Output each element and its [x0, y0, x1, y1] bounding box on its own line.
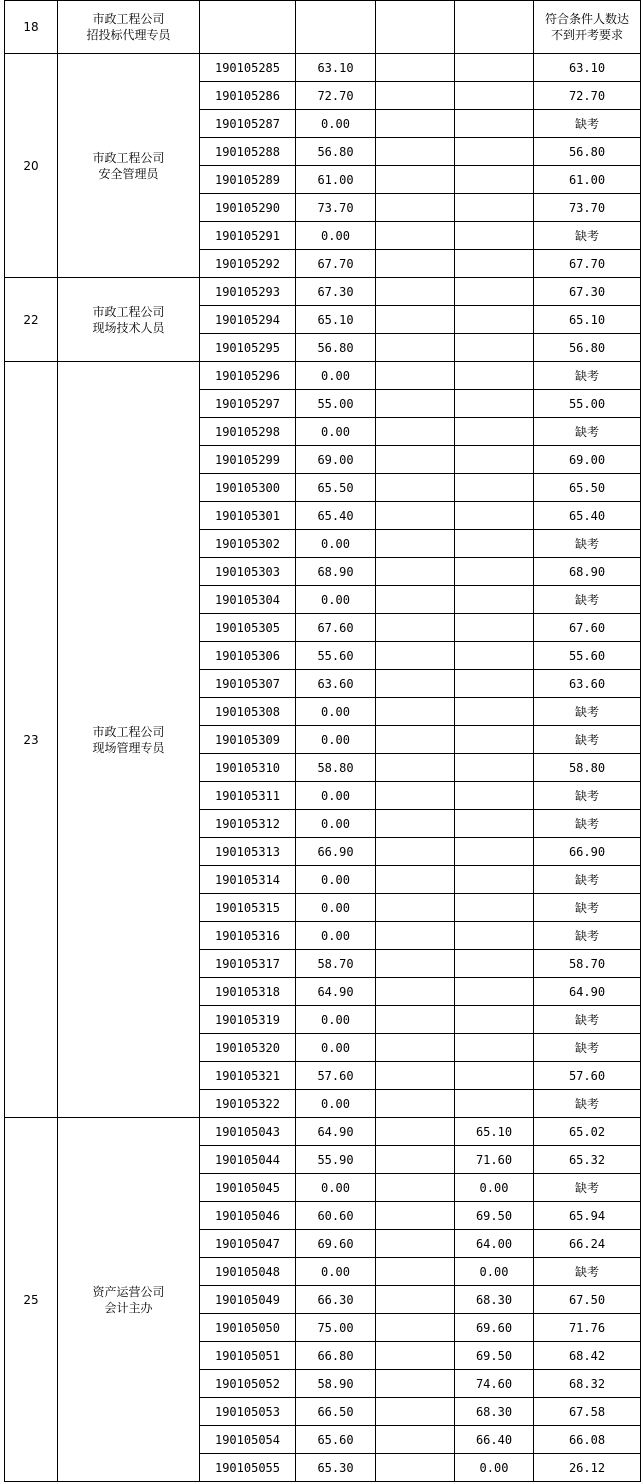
candidate-id-cell: 190105312	[200, 810, 296, 838]
total-score-cell: 73.70	[534, 194, 641, 222]
candidate-id-cell: 190105318	[200, 978, 296, 1006]
candidate-id-cell: 190105285	[200, 54, 296, 82]
candidate-id-cell: 190105299	[200, 446, 296, 474]
total-score-cell: 72.70	[534, 82, 641, 110]
written-score-cell: 67.60	[296, 614, 376, 642]
score-table	[4, 0, 641, 1482]
total-score-cell: 69.00	[534, 446, 641, 474]
interview-score-cell: 0.00	[455, 1454, 534, 1482]
written-score-cell: 64.90	[296, 978, 376, 1006]
total-score-cell: 56.80	[534, 334, 641, 362]
candidate-id-cell: 190105291	[200, 222, 296, 250]
written-score-cell: 55.60	[296, 642, 376, 670]
interview-score-cell	[455, 586, 534, 614]
candidate-id-cell: 190105302	[200, 530, 296, 558]
written-score-cell: 65.60	[296, 1426, 376, 1454]
written-score-cell: 55.90	[296, 1146, 376, 1174]
written-score-cell: 0.00	[296, 110, 376, 138]
candidate-id-cell: 190105048	[200, 1258, 296, 1286]
total-score-cell: 缺考	[534, 726, 641, 754]
written-score-cell: 0.00	[296, 1258, 376, 1286]
total-score-cell: 67.70	[534, 250, 641, 278]
total-score-cell: 68.32	[534, 1370, 641, 1398]
empty-cell	[455, 1, 534, 54]
extra-score-cell	[376, 278, 455, 306]
interview-score-cell	[455, 1006, 534, 1034]
written-score-cell: 0.00	[296, 922, 376, 950]
candidate-id-cell: 190105306	[200, 642, 296, 670]
candidate-id-cell: 190105288	[200, 138, 296, 166]
written-score-cell: 0.00	[296, 418, 376, 446]
extra-score-cell	[376, 922, 455, 950]
interview-score-cell	[455, 306, 534, 334]
interview-score-cell: 68.30	[455, 1398, 534, 1426]
extra-score-cell	[376, 334, 455, 362]
written-score-cell: 67.70	[296, 250, 376, 278]
written-score-cell: 67.30	[296, 278, 376, 306]
extra-score-cell	[376, 894, 455, 922]
candidate-id-cell: 190105317	[200, 950, 296, 978]
interview-score-cell	[455, 1062, 534, 1090]
position-line: 会计主办	[104, 1300, 153, 1315]
written-score-cell: 66.50	[296, 1398, 376, 1426]
extra-score-cell	[376, 1006, 455, 1034]
written-score-cell: 0.00	[296, 530, 376, 558]
interview-score-cell	[455, 1034, 534, 1062]
written-score-cell: 55.00	[296, 390, 376, 418]
extra-score-cell	[376, 1258, 455, 1286]
interview-score-cell	[455, 54, 534, 82]
extra-score-cell	[376, 1426, 455, 1454]
extra-score-cell	[376, 782, 455, 810]
extra-score-cell	[376, 1174, 455, 1202]
interview-score-cell	[455, 362, 534, 390]
interview-score-cell	[455, 782, 534, 810]
position-cell	[58, 54, 200, 278]
extra-score-cell	[376, 474, 455, 502]
written-score-cell: 0.00	[296, 866, 376, 894]
extra-score-cell	[376, 978, 455, 1006]
interview-score-cell: 66.40	[455, 1426, 534, 1454]
written-score-cell: 69.60	[296, 1230, 376, 1258]
candidate-id-cell: 190105308	[200, 698, 296, 726]
candidate-id-cell: 190105303	[200, 558, 296, 586]
candidate-id-cell: 190105295	[200, 334, 296, 362]
total-score-cell: 65.50	[534, 474, 641, 502]
interview-score-cell	[455, 474, 534, 502]
candidate-id-cell: 190105044	[200, 1146, 296, 1174]
interview-score-cell	[455, 138, 534, 166]
written-score-cell: 61.00	[296, 166, 376, 194]
written-score-cell: 75.00	[296, 1314, 376, 1342]
written-score-cell: 0.00	[296, 894, 376, 922]
candidate-id-cell: 190105319	[200, 1006, 296, 1034]
interview-score-cell	[455, 558, 534, 586]
interview-score-cell	[455, 530, 534, 558]
written-score-cell: 63.60	[296, 670, 376, 698]
written-score-cell: 58.70	[296, 950, 376, 978]
extra-score-cell	[376, 1398, 455, 1426]
candidate-id-cell: 190105043	[200, 1118, 296, 1146]
total-score-cell: 缺考	[534, 698, 641, 726]
written-score-cell: 73.70	[296, 194, 376, 222]
extra-score-cell	[376, 1370, 455, 1398]
position-line: 市政工程公司	[92, 150, 165, 165]
extra-score-cell	[376, 586, 455, 614]
candidate-id-cell: 190105046	[200, 1202, 296, 1230]
interview-score-cell: 64.00	[455, 1230, 534, 1258]
candidate-id-cell: 190105313	[200, 838, 296, 866]
interview-score-cell	[455, 838, 534, 866]
position-cell	[58, 1, 200, 54]
extra-score-cell	[376, 1230, 455, 1258]
total-score-cell: 缺考	[534, 894, 641, 922]
interview-score-cell	[455, 82, 534, 110]
position-line: 市政工程公司	[92, 304, 165, 319]
extra-score-cell	[376, 698, 455, 726]
total-score-cell: 58.80	[534, 754, 641, 782]
position-line: 安全管理员	[98, 166, 159, 181]
interview-score-cell: 71.60	[455, 1146, 534, 1174]
extra-score-cell	[376, 1286, 455, 1314]
candidate-id-cell: 190105316	[200, 922, 296, 950]
total-score-cell: 67.58	[534, 1398, 641, 1426]
extra-score-cell	[376, 558, 455, 586]
position-line: 资产运营公司	[92, 1284, 165, 1299]
interview-score-cell: 0.00	[455, 1174, 534, 1202]
interview-score-cell	[455, 810, 534, 838]
candidate-id-cell: 190105301	[200, 502, 296, 530]
extra-score-cell	[376, 1118, 455, 1146]
written-score-cell: 0.00	[296, 726, 376, 754]
total-score-cell: 缺考	[534, 810, 641, 838]
total-score-cell: 缺考	[534, 1090, 641, 1118]
candidate-id-cell: 190105300	[200, 474, 296, 502]
extra-score-cell	[376, 614, 455, 642]
seq-cell: 22	[5, 278, 58, 362]
written-score-cell: 66.30	[296, 1286, 376, 1314]
interview-score-cell	[455, 446, 534, 474]
written-score-cell: 0.00	[296, 810, 376, 838]
interview-score-cell	[455, 754, 534, 782]
total-score-cell: 66.90	[534, 838, 641, 866]
written-score-cell: 0.00	[296, 1006, 376, 1034]
candidate-id-cell: 190105049	[200, 1286, 296, 1314]
candidate-id-cell: 190105047	[200, 1230, 296, 1258]
extra-score-cell	[376, 642, 455, 670]
extra-score-cell	[376, 866, 455, 894]
written-score-cell: 63.10	[296, 54, 376, 82]
total-score-cell: 63.60	[534, 670, 641, 698]
written-score-cell: 65.40	[296, 502, 376, 530]
extra-score-cell	[376, 418, 455, 446]
extra-score-cell	[376, 754, 455, 782]
extra-score-cell	[376, 1062, 455, 1090]
note-line: 不到开考要求	[550, 28, 623, 42]
written-score-cell: 57.60	[296, 1062, 376, 1090]
candidate-id-cell: 190105305	[200, 614, 296, 642]
candidate-id-cell: 190105321	[200, 1062, 296, 1090]
written-score-cell: 58.90	[296, 1370, 376, 1398]
table-row	[5, 278, 641, 306]
candidate-id-cell: 190105297	[200, 390, 296, 418]
seq-cell: 20	[5, 54, 58, 278]
candidate-id-cell: 190105054	[200, 1426, 296, 1454]
candidate-id-cell: 190105311	[200, 782, 296, 810]
extra-score-cell	[376, 54, 455, 82]
position-line: 现场技术人员	[92, 320, 165, 335]
candidate-id-cell: 190105320	[200, 1034, 296, 1062]
total-score-cell: 缺考	[534, 586, 641, 614]
candidate-id-cell: 190105053	[200, 1398, 296, 1426]
extra-score-cell	[376, 110, 455, 138]
interview-score-cell	[455, 194, 534, 222]
interview-score-cell: 0.00	[455, 1258, 534, 1286]
empty-cell	[376, 1, 455, 54]
note-cell	[534, 1, 641, 54]
interview-score-cell	[455, 614, 534, 642]
interview-score-cell	[455, 922, 534, 950]
candidate-id-cell: 190105307	[200, 670, 296, 698]
extra-score-cell	[376, 950, 455, 978]
extra-score-cell	[376, 502, 455, 530]
seq-cell: 23	[5, 362, 58, 1118]
total-score-cell: 缺考	[534, 1258, 641, 1286]
candidate-id-cell: 190105304	[200, 586, 296, 614]
extra-score-cell	[376, 670, 455, 698]
interview-score-cell	[455, 698, 534, 726]
candidate-id-cell: 190105051	[200, 1342, 296, 1370]
written-score-cell: 68.90	[296, 558, 376, 586]
interview-score-cell	[455, 502, 534, 530]
interview-score-cell	[455, 278, 534, 306]
interview-score-cell	[455, 418, 534, 446]
written-score-cell: 64.90	[296, 1118, 376, 1146]
total-score-cell: 64.90	[534, 978, 641, 1006]
total-score-cell: 63.10	[534, 54, 641, 82]
interview-score-cell	[455, 950, 534, 978]
total-score-cell: 缺考	[534, 782, 641, 810]
total-score-cell: 65.10	[534, 306, 641, 334]
candidate-id-cell: 190105290	[200, 194, 296, 222]
seq-cell: 18	[5, 1, 58, 54]
interview-score-cell: 69.50	[455, 1202, 534, 1230]
total-score-cell: 55.00	[534, 390, 641, 418]
written-score-cell: 56.80	[296, 138, 376, 166]
total-score-cell: 缺考	[534, 1006, 641, 1034]
table-row	[5, 54, 641, 82]
note-line: 符合条件人数达	[544, 12, 629, 26]
total-score-cell: 缺考	[534, 922, 641, 950]
total-score-cell: 68.90	[534, 558, 641, 586]
total-score-cell: 缺考	[534, 1034, 641, 1062]
interview-score-cell	[455, 670, 534, 698]
extra-score-cell	[376, 1202, 455, 1230]
extra-score-cell	[376, 1314, 455, 1342]
total-score-cell: 71.76	[534, 1314, 641, 1342]
extra-score-cell	[376, 194, 455, 222]
total-score-cell: 缺考	[534, 866, 641, 894]
position-line: 市政工程公司	[92, 12, 165, 26]
interview-score-cell: 69.60	[455, 1314, 534, 1342]
total-score-cell: 58.70	[534, 950, 641, 978]
extra-score-cell	[376, 390, 455, 418]
extra-score-cell	[376, 1034, 455, 1062]
interview-score-cell	[455, 1090, 534, 1118]
total-score-cell: 68.42	[534, 1342, 641, 1370]
written-score-cell: 0.00	[296, 1174, 376, 1202]
total-score-cell: 65.32	[534, 1146, 641, 1174]
extra-score-cell	[376, 362, 455, 390]
table-row	[5, 362, 641, 390]
interview-score-cell	[455, 166, 534, 194]
empty-cell	[296, 1, 376, 54]
total-score-cell: 65.94	[534, 1202, 641, 1230]
extra-score-cell	[376, 1146, 455, 1174]
written-score-cell: 56.80	[296, 334, 376, 362]
total-score-cell: 67.60	[534, 614, 641, 642]
candidate-id-cell: 190105315	[200, 894, 296, 922]
extra-score-cell	[376, 250, 455, 278]
total-score-cell: 55.60	[534, 642, 641, 670]
interview-score-cell	[455, 110, 534, 138]
interview-score-cell	[455, 866, 534, 894]
total-score-cell: 65.40	[534, 502, 641, 530]
table-row-header-note	[5, 1, 641, 54]
total-score-cell: 26.12	[534, 1454, 641, 1482]
position-cell	[58, 278, 200, 362]
total-score-cell: 缺考	[534, 222, 641, 250]
extra-score-cell	[376, 222, 455, 250]
extra-score-cell	[376, 82, 455, 110]
extra-score-cell	[376, 1342, 455, 1370]
position-line: 现场管理专员	[92, 740, 165, 755]
position-cell	[58, 1118, 200, 1482]
seq-cell: 25	[5, 1118, 58, 1482]
interview-score-cell: 74.60	[455, 1370, 534, 1398]
empty-cell	[200, 1, 296, 54]
extra-score-cell	[376, 138, 455, 166]
written-score-cell: 0.00	[296, 362, 376, 390]
position-line: 市政工程公司	[92, 724, 165, 739]
interview-score-cell: 69.50	[455, 1342, 534, 1370]
interview-score-cell	[455, 250, 534, 278]
extra-score-cell	[376, 166, 455, 194]
written-score-cell: 65.30	[296, 1454, 376, 1482]
extra-score-cell	[376, 306, 455, 334]
written-score-cell: 66.90	[296, 838, 376, 866]
candidate-id-cell: 190105287	[200, 110, 296, 138]
written-score-cell: 0.00	[296, 586, 376, 614]
interview-score-cell: 68.30	[455, 1286, 534, 1314]
total-score-cell: 缺考	[534, 1174, 641, 1202]
extra-score-cell	[376, 530, 455, 558]
candidate-id-cell: 190105294	[200, 306, 296, 334]
candidate-id-cell: 190105055	[200, 1454, 296, 1482]
candidate-id-cell: 190105292	[200, 250, 296, 278]
written-score-cell: 72.70	[296, 82, 376, 110]
candidate-id-cell: 190105050	[200, 1314, 296, 1342]
extra-score-cell	[376, 446, 455, 474]
written-score-cell: 0.00	[296, 698, 376, 726]
written-score-cell: 58.80	[296, 754, 376, 782]
candidate-id-cell: 190105309	[200, 726, 296, 754]
candidate-id-cell: 190105298	[200, 418, 296, 446]
candidate-id-cell: 190105286	[200, 82, 296, 110]
extra-score-cell	[376, 810, 455, 838]
position-cell	[58, 362, 200, 1118]
written-score-cell: 65.50	[296, 474, 376, 502]
total-score-cell: 66.24	[534, 1230, 641, 1258]
written-score-cell: 60.60	[296, 1202, 376, 1230]
interview-score-cell	[455, 894, 534, 922]
total-score-cell: 65.02	[534, 1118, 641, 1146]
extra-score-cell	[376, 1454, 455, 1482]
total-score-cell: 缺考	[534, 418, 641, 446]
candidate-id-cell: 190105314	[200, 866, 296, 894]
table-row	[5, 1118, 641, 1146]
candidate-id-cell: 190105052	[200, 1370, 296, 1398]
table-body	[5, 1, 641, 1482]
written-score-cell: 0.00	[296, 1090, 376, 1118]
total-score-cell: 缺考	[534, 110, 641, 138]
written-score-cell: 65.10	[296, 306, 376, 334]
candidate-id-cell: 190105293	[200, 278, 296, 306]
written-score-cell: 66.80	[296, 1342, 376, 1370]
extra-score-cell	[376, 726, 455, 754]
total-score-cell: 67.30	[534, 278, 641, 306]
candidate-id-cell: 190105310	[200, 754, 296, 782]
interview-score-cell	[455, 978, 534, 1006]
interview-score-cell	[455, 390, 534, 418]
interview-score-cell	[455, 334, 534, 362]
total-score-cell: 67.50	[534, 1286, 641, 1314]
candidate-id-cell: 190105289	[200, 166, 296, 194]
candidate-id-cell: 190105045	[200, 1174, 296, 1202]
extra-score-cell	[376, 838, 455, 866]
extra-score-cell	[376, 1090, 455, 1118]
total-score-cell: 缺考	[534, 362, 641, 390]
total-score-cell: 66.08	[534, 1426, 641, 1454]
candidate-id-cell: 190105322	[200, 1090, 296, 1118]
written-score-cell: 0.00	[296, 222, 376, 250]
total-score-cell: 缺考	[534, 530, 641, 558]
interview-score-cell: 65.10	[455, 1118, 534, 1146]
interview-score-cell	[455, 222, 534, 250]
total-score-cell: 56.80	[534, 138, 641, 166]
interview-score-cell	[455, 726, 534, 754]
position-line: 招投标代理专员	[86, 28, 171, 42]
candidate-id-cell: 190105296	[200, 362, 296, 390]
total-score-cell: 61.00	[534, 166, 641, 194]
written-score-cell: 0.00	[296, 1034, 376, 1062]
written-score-cell: 0.00	[296, 782, 376, 810]
written-score-cell: 69.00	[296, 446, 376, 474]
interview-score-cell	[455, 642, 534, 670]
total-score-cell: 57.60	[534, 1062, 641, 1090]
